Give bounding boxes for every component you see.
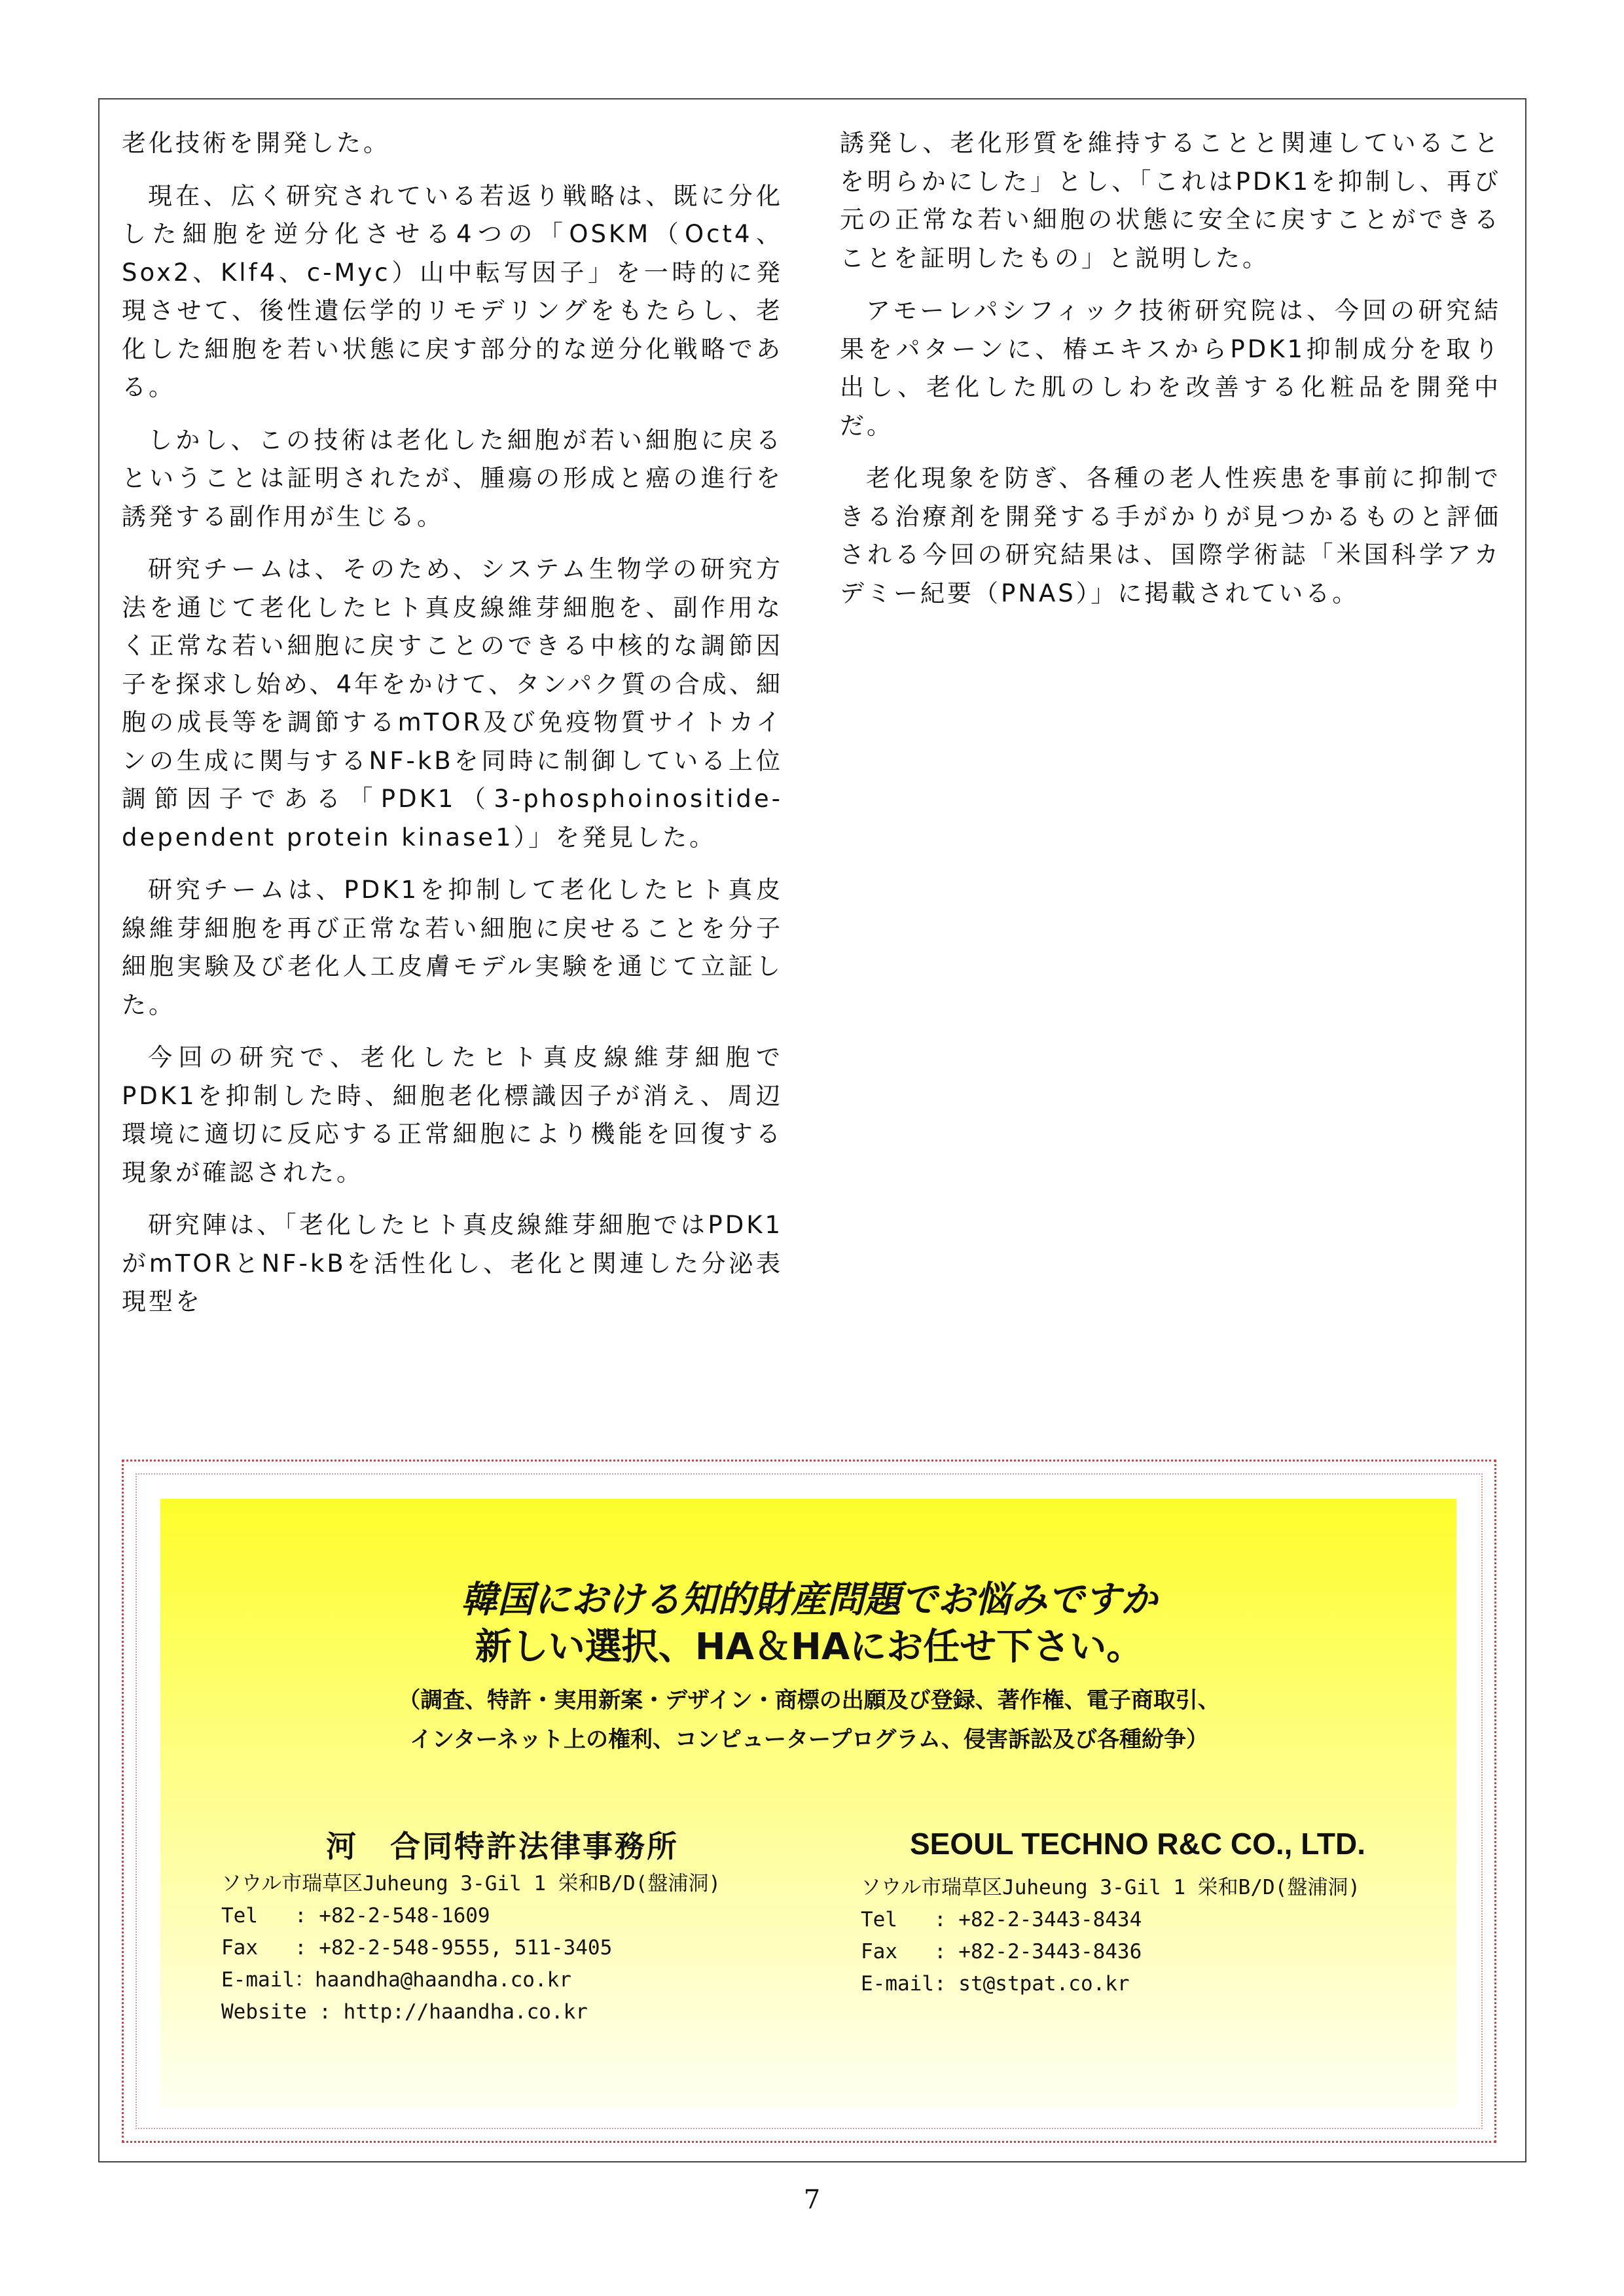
article-right-column bbox=[840, 124, 1501, 627]
article-left-column bbox=[122, 124, 783, 1336]
firm-name-left: 河 合同特許法律事務所 bbox=[326, 1829, 679, 1863]
address: ソウル市瑞草区Juheung 3-Gil 1 栄和B/D(盤浦洞) bbox=[861, 1876, 1361, 1899]
paragraph: 研究チームは、そのため、システム生物学の研究方法を通じて老化したヒト真皮線維芽細胞を、副作用なく正常な若い細胞に戻すことのできる中核的な調節因子を探求し始め、4年をかけて、タンパク質の合成、細胞の成長等を調節するmTOR及び免疫物質サイトカインの生成に関与するNF-kBを同時に制御している上位調節因子である「PDK1（3-phosphoinositide-dependent protein kinase1）」を発見した。 bbox=[122, 555, 783, 852]
ad-services-line: インターネット上の権利、コンピュータープログラム、侵害訴訟及び各種紛争） bbox=[410, 1727, 1208, 1753]
tel: Tel : +82-2-3443-8434 bbox=[861, 1908, 1142, 1931]
paragraph: 今回の研究で、老化したヒト真皮線維芽細胞でPDK1を抑制した時、細胞老化標識因子が消え、周辺環境に適切に反応する正常細胞により機能を回復する現象が確認された。 bbox=[122, 1043, 783, 1187]
page-number: 7 bbox=[803, 2185, 821, 2215]
contact-block-right bbox=[861, 1872, 1360, 2000]
contact-block-left bbox=[221, 1868, 721, 2028]
paragraph: しかし、この技術は老化した細胞が若い細胞に戻るということは証明されたが、腫瘍の形成と癌の進行を誘発する副作用が生じる。 bbox=[122, 425, 783, 531]
tel: Tel : +82-2-548-1609 bbox=[221, 1904, 490, 1928]
paragraph: 老化技術を開発した。 bbox=[122, 129, 390, 157]
paragraph: 研究チームは、PDK1を抑制して老化したヒト真皮線維芽細胞を再び正常な若い細胞に戻せることを分子細胞実験及び老化人工皮膚モデル実験を通じて立証した。 bbox=[122, 876, 783, 1019]
fax: Fax : +82-2-548-9555, 511-3405 bbox=[221, 1936, 613, 1960]
ad-services-line: （調査、特許・実用新案・デザイン・商標の出願及び登録、著作権、電子商取引、 bbox=[398, 1687, 1220, 1713]
email: E-mail: st@stpat.co.kr bbox=[861, 1972, 1130, 1996]
address: ソウル市瑞草区Juheung 3-Gil 1 栄和B/D(盤浦洞) bbox=[221, 1872, 721, 1895]
paragraph: 老化現象を防ぎ、各種の老人性疾患を事前に抑制できる治療剤を開発する手がかりが見つかるものと評価される今回の研究結果は、国際学術誌「米国科学アカデミー紀要（PNAS）」に掲載されている。 bbox=[840, 464, 1501, 607]
paragraph: 現在、広く研究されている若返り戦略は、既に分化した細胞を逆分化させる4つの「OSKM（Oct4、Sox2、Klf4、c-Myc）山中転写因子」を一時的に発現させて、後性遺伝学的リモデリングをもたらし、老化した細胞を若い状態に戻す部分的な逆分化戦略である。 bbox=[122, 181, 783, 401]
paragraph: 研究陣は、「老化したヒト真皮線維芽細胞ではPDK1がmTORとNF-kBを活性化し、老化と関連した分泌表現型を bbox=[122, 1211, 783, 1316]
firm-name-right: SEOUL TECHNO R&C CO., LTD. bbox=[910, 1827, 1365, 1861]
fax: Fax : +82-2-3443-8436 bbox=[861, 1940, 1142, 1964]
ad-headline: 韓国における知的財産問題でお悩みですか bbox=[461, 1579, 1157, 1621]
paragraph: アモーレパシフィック技術研究院は、今回の研究結果をパターンに、椿エキスからPDK1抑制成分を取り出し、老化した肌のしわを改善する化粧品を開発中だ。 bbox=[840, 296, 1501, 440]
paragraph: 誘発し、老化形質を維持することと関連していることを明らかにした」とし、「これはPDK1を抑制し、再び元の正常な若い細胞の状態に安全に戻すことができることを証明したもの」と説明した。 bbox=[840, 129, 1501, 272]
email: E-mail：haandha@haandha.co.kr bbox=[221, 1968, 571, 1992]
ad-subheadline: 新しい選択、HA＆HAにお任せ下さい。 bbox=[475, 1626, 1144, 1668]
website: Website : http://haandha.co.kr bbox=[221, 2000, 588, 2024]
